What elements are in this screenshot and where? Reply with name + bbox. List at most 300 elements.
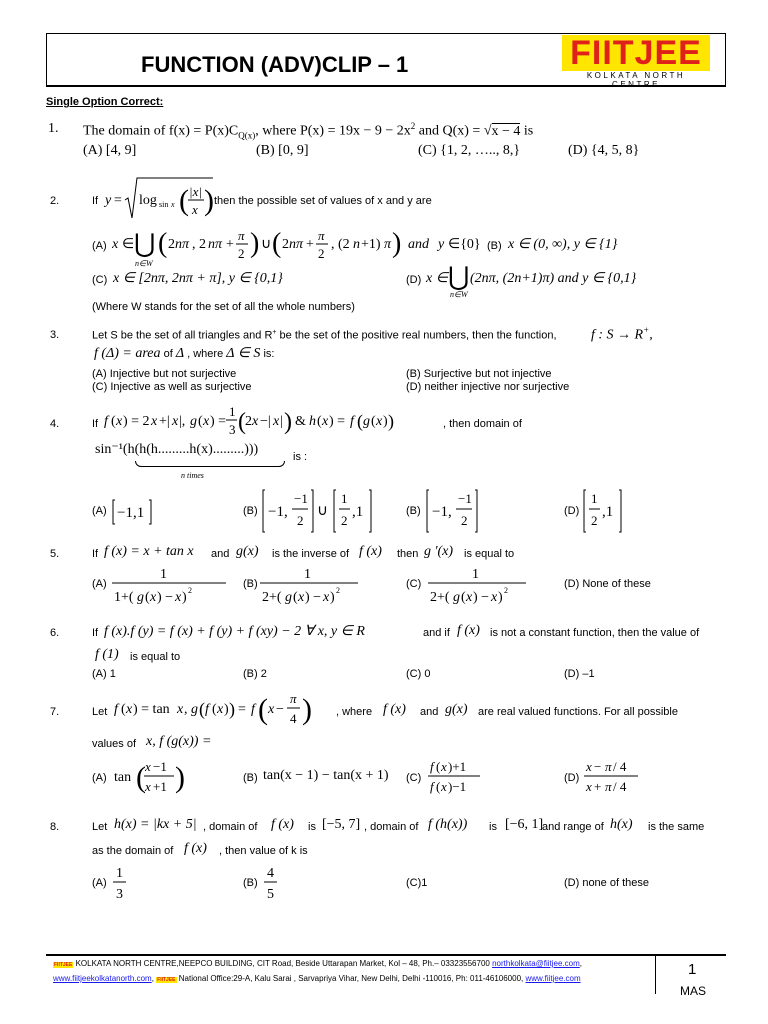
svg-text:x: x [116, 414, 123, 429]
svg-text:2: 2 [318, 246, 325, 261]
q7-and: and [420, 706, 439, 718]
logo-text: FIITJEE [562, 35, 710, 71]
svg-text:x: x [586, 779, 592, 794]
q5-expr3: f (x) [359, 544, 382, 559]
q4-line2 [95, 441, 259, 480]
svg-text:/ 4: / 4 [613, 779, 627, 794]
q3-option-c[interactable]: (C) Injective as well as surjective [92, 381, 252, 393]
svg-text:π: π [238, 228, 245, 243]
q2-option-c-label[interactable]: (C) [92, 274, 108, 286]
svg-text:(: ( [145, 590, 150, 605]
q1-expr-sub: Q(x) [238, 130, 256, 141]
svg-text:x: x [252, 414, 259, 429]
q7-let: Let [92, 706, 108, 718]
svg-text:x: x [177, 702, 184, 717]
q1-option-d[interactable]: (D) {4, 5, 8} [568, 143, 640, 158]
svg-text:) =: ) = [329, 414, 346, 429]
q4-expr [104, 403, 444, 446]
svg-text:f: f [205, 702, 209, 717]
svg-text:x: x [112, 237, 119, 252]
q2-option-a-label[interactable]: (A) [92, 240, 107, 252]
svg-text:/ 4: / 4 [613, 759, 627, 774]
q7-a-math [112, 756, 192, 800]
q2-expr [103, 174, 213, 222]
svg-text:g: g [363, 414, 370, 429]
q4-b-math [262, 488, 380, 534]
svg-text:(: ( [258, 693, 268, 726]
q7-option-c-label[interactable]: (C) [406, 772, 422, 784]
svg-text:2: 2 [188, 586, 192, 595]
svg-text:f: f [114, 702, 118, 717]
q1-option-c[interactable]: (C) {1, 2, ….., 8,} [418, 143, 521, 158]
svg-text:∈: ∈ [122, 237, 135, 252]
q1-number: 1. [48, 121, 59, 136]
svg-text:|: | [280, 414, 283, 429]
q2-option-b-label[interactable]: (B) [487, 240, 502, 252]
q6-option-b[interactable]: (B) 2 [243, 668, 267, 680]
q8-t1: , domain of [203, 821, 258, 833]
q4-n-times: n times [181, 471, 204, 480]
q5-and: and [211, 548, 230, 560]
q1-stem [83, 121, 533, 140]
svg-text:−: − [594, 759, 602, 774]
svg-text:,: , [184, 702, 188, 717]
svg-text:): ) [250, 228, 260, 259]
q8-line2-expr: f (x) [184, 841, 207, 856]
q2-note: (Where W stands for the set of all the whole numbers) [92, 301, 355, 313]
footer-address: KOLKATA NORTH CENTRE,NEEPCO BUILDING, CIT Road, Beside Uttarapan Market, Kol – 48, Ph.– 03323556700 [75, 959, 490, 968]
svg-text:x: x [491, 590, 498, 605]
q4-option-a-label[interactable]: (A) [92, 505, 107, 517]
q3-map-text: f : S → R [591, 327, 644, 343]
q8-number: 8. [50, 821, 60, 833]
q3-sup: + [272, 329, 277, 336]
svg-text:1: 1 [116, 866, 123, 881]
q5-expr4: g '(x) [424, 544, 454, 559]
q5-option-c-expr [426, 564, 536, 611]
svg-text:1: 1 [472, 567, 479, 582]
q8-line2-tail: , then value of k is [219, 845, 308, 857]
q7-option-c-expr [426, 756, 486, 803]
q7-expr3: g(x) [445, 702, 468, 717]
q7-math [114, 688, 336, 732]
q7-tail: are real valued functions. For all possible [478, 706, 678, 718]
q2-number: 2. [50, 195, 60, 207]
q1-option-a[interactable]: (A) [4, 9] [83, 143, 137, 158]
q6-mid: and if [423, 627, 450, 639]
section-title: Single Option Correct: [46, 96, 164, 108]
svg-text:x: x [586, 759, 592, 774]
sqrt-icon: √ [483, 123, 492, 139]
svg-text:, 2: , 2 [192, 237, 206, 252]
q2-d-x: x ∈ [426, 271, 448, 286]
svg-text:x: x [441, 759, 447, 774]
q8-option-b-label[interactable]: (B) [243, 877, 258, 889]
svg-text:(: ( [212, 702, 217, 717]
q6-tail: is not a constant function, then the value of [490, 627, 700, 639]
svg-text:x: x [145, 759, 151, 774]
q3-option-a[interactable]: (A) Injective but not surjective [92, 368, 237, 380]
q1-and: and [415, 123, 443, 139]
svg-text:g: g [453, 590, 460, 605]
svg-text:(: ( [199, 699, 205, 719]
q8-option-a-label[interactable]: (A) [92, 877, 107, 889]
svg-text:(: ( [371, 414, 376, 429]
svg-text:−1: −1 [294, 491, 308, 506]
svg-text:−1: −1 [458, 491, 472, 506]
q5-option-b-label[interactable]: (B) [243, 578, 258, 590]
union-icon: ⋃ [448, 262, 470, 291]
svg-text:2: 2 [238, 246, 245, 261]
q4-option-d-label[interactable]: (D) [564, 505, 580, 517]
q2-d-index: n∈W [450, 290, 468, 299]
svg-text:(: ( [158, 228, 168, 259]
q7-option-a-label[interactable]: (A) [92, 772, 107, 784]
q1-expr-q: Q(x) = [442, 123, 484, 139]
svg-text:x: x [298, 590, 305, 605]
svg-text:1: 1 [591, 491, 598, 506]
svg-text:(: ( [436, 759, 441, 774]
q3-where: , where [187, 348, 227, 360]
svg-text:2: 2 [341, 513, 348, 528]
svg-text:x: x [126, 702, 133, 717]
svg-text:y: y [105, 193, 112, 208]
svg-text:π: π [290, 691, 297, 706]
q8-option-d[interactable]: (D) none of these [564, 877, 649, 889]
q6-if: If [92, 627, 99, 639]
svg-text:2: 2 [591, 513, 598, 528]
q2-option-d-expr [426, 262, 666, 302]
q4-line2-tail: is : [293, 451, 308, 463]
svg-text:(: ( [198, 414, 203, 429]
footer-rule [46, 954, 726, 956]
svg-text:f: f [350, 414, 354, 429]
svg-text:): ) [224, 702, 229, 717]
q4-option-a-expr [112, 498, 156, 529]
q7-number: 7. [50, 706, 60, 718]
q5-option-a-label[interactable]: (A) [92, 578, 107, 590]
svg-text:4: 4 [290, 711, 297, 726]
svg-text:n: n [353, 237, 360, 252]
svg-text:=: = [114, 193, 122, 208]
svg-text:g: g [137, 590, 144, 605]
svg-text:x: x [322, 414, 329, 429]
svg-text:g: g [190, 414, 197, 429]
svg-text:f: f [430, 779, 434, 794]
svg-text:) −: ) − [305, 590, 322, 605]
svg-text:x: x [151, 414, 158, 429]
svg-text:1: 1 [341, 491, 348, 506]
q2-stem-tail: then the possible set of values of x and y are [214, 195, 432, 207]
footer-website-link[interactable]: www.fiitjeekolkatanorth.com [53, 974, 152, 983]
q7-c-math [426, 756, 486, 800]
svg-text:nπ: nπ [208, 237, 223, 252]
q7-option-a-expr [112, 756, 192, 803]
svg-text:−: − [276, 702, 284, 717]
footer-email[interactable]: northkolkata@fiitjee.com [492, 959, 580, 968]
svg-text:π: π [605, 779, 612, 794]
svg-text:π: π [318, 228, 325, 243]
svg-text:(: ( [317, 414, 322, 429]
q5-then: then [397, 548, 419, 560]
svg-text:f: f [251, 702, 255, 717]
svg-text:log: log [139, 193, 157, 208]
q3-line1-text: Let S be the set of all triangles and R [92, 329, 273, 342]
q1-expr-p: P(x) = 19x − 9 − 2x [299, 123, 411, 139]
svg-text:2: 2 [168, 237, 175, 252]
svg-text:(: ( [121, 702, 126, 717]
svg-text:|x|: |x| [189, 184, 202, 199]
svg-text:=: = [238, 702, 246, 717]
q7-option-d-label[interactable]: (D) [564, 772, 580, 784]
svg-text:2: 2 [282, 237, 289, 252]
q3-number: 3. [50, 329, 60, 341]
q5-if: If [92, 548, 99, 560]
svg-text:2: 2 [245, 414, 252, 429]
q3-of: of [163, 348, 176, 360]
svg-text:1: 1 [304, 567, 311, 582]
footer-brand-2: FIITJEE [157, 977, 176, 983]
svg-text:2: 2 [461, 513, 468, 528]
svg-text:and: and [408, 237, 429, 252]
svg-text:(: ( [272, 228, 282, 259]
svg-text:): ) [388, 411, 394, 431]
q7-line2: values of [92, 738, 137, 750]
q5-c-math [426, 564, 536, 608]
q5-option-a-expr [110, 564, 230, 611]
q8-t3: , domain of [364, 821, 419, 833]
q6-option-a[interactable]: (A) 1 [92, 668, 116, 680]
footer-line2: www.fiitjeekolkatanorth.com, FIITJEE National Office:29-A, Kalu Sarai , Sarvapriya Vihar, New Delhi, Delhi -110016, Ph: 011-46106000, www.fiitjee.com [53, 974, 581, 983]
q3-line1 [92, 329, 557, 342]
q2-if: If [92, 195, 99, 207]
q7-expr2: f (x) [383, 702, 406, 717]
svg-text:x: x [175, 590, 182, 605]
q6-line2-tail: is equal to [130, 651, 181, 663]
svg-text:x: x [268, 702, 275, 717]
svg-text:x: x [203, 414, 210, 429]
svg-text:x: x [323, 590, 330, 605]
q3-map-sup: + [643, 325, 650, 335]
svg-text:x: x [441, 779, 447, 794]
svg-text:|,: |, [179, 414, 186, 429]
svg-text:−1,1: −1,1 [117, 505, 145, 521]
q6-expr: f (x).f (y) = f (x) + f (y) + f (xy) − 2 ∀ x, y ∈ R [104, 624, 365, 639]
q6-number: 6. [50, 627, 60, 639]
svg-text:+|: +| [159, 414, 170, 429]
q7-line2-expr: x, f (g(x)) = [146, 734, 212, 749]
svg-text:): ) [204, 184, 213, 217]
q8-let: Let [92, 821, 108, 833]
svg-text:): ) [284, 409, 292, 435]
q5-expr1: f (x) = x + tan x [104, 544, 194, 559]
svg-text:(: ( [179, 184, 189, 217]
svg-text:x: x [150, 590, 157, 605]
svg-text:+: + [226, 237, 234, 252]
svg-text:) −: ) − [157, 590, 174, 605]
svg-text:+1): +1) [361, 237, 381, 252]
q3-line2 [94, 345, 274, 362]
svg-text:f: f [104, 414, 108, 429]
svg-text:+: + [306, 237, 314, 252]
svg-text:π: π [384, 237, 392, 252]
svg-text:,1: ,1 [602, 504, 614, 520]
q4-underbrace [135, 461, 285, 467]
q8-a-math [111, 862, 131, 902]
svg-text:)+1: )+1 [448, 759, 467, 774]
q6-option-d[interactable]: (D) –1 [564, 668, 595, 680]
svg-text:&: & [295, 414, 306, 429]
q3-delta-in-s: Δ ∈ S [226, 346, 261, 361]
q3-area-expr: f (Δ) = area [94, 346, 161, 361]
q3-line1-tail: be the set of the positive real numbers, then the function, [276, 329, 557, 342]
svg-text:) = tan: ) = tan [133, 702, 170, 717]
svg-text:∪: ∪ [261, 237, 272, 252]
page-number: 1 [688, 961, 697, 978]
q8-b-math [262, 862, 282, 902]
q4-d-math [583, 488, 625, 534]
svg-text:) −: ) − [473, 590, 490, 605]
q3-option-b[interactable]: (B) Surjective but not injective [406, 368, 552, 380]
svg-text:π: π [605, 759, 612, 774]
svg-text:−|: −| [260, 414, 271, 429]
q8-option-c[interactable]: (C)1 [406, 877, 428, 889]
q1-mid: , where [255, 123, 300, 139]
svg-text:1: 1 [160, 567, 167, 582]
svg-text:(: ( [293, 590, 298, 605]
q2-sqrt-log-expr [103, 174, 213, 222]
q4-stem-tail: , then domain of [443, 418, 522, 430]
svg-text:(: ( [461, 590, 466, 605]
fiitjee-logo [560, 34, 712, 89]
q8-expr3: [−5, 7] [322, 817, 361, 832]
svg-text:2+(: 2+( [262, 590, 282, 605]
svg-text:∪: ∪ [317, 503, 328, 519]
svg-text:nπ: nπ [289, 237, 304, 252]
svg-text:2: 2 [336, 586, 340, 595]
footer-website-link-2[interactable]: www.fiitjee.com [525, 974, 581, 983]
svg-text:(: ( [238, 409, 246, 435]
svg-text:x: x [172, 414, 179, 429]
svg-text:3: 3 [229, 422, 236, 437]
svg-text:n∈W: n∈W [135, 259, 153, 268]
svg-text:2: 2 [504, 586, 508, 595]
q8-expr4: f (h(x)) [428, 817, 468, 832]
svg-text:x: x [376, 414, 383, 429]
q8-option-b-expr [262, 862, 282, 905]
q2-d-tail: (2nπ, (2n+1)π) and y ∈ {0,1} [470, 271, 637, 286]
svg-text:x: x [145, 779, 151, 794]
q4-option-d-expr [583, 488, 625, 537]
svg-text:4: 4 [267, 866, 274, 881]
q8-expr6: h(x) [610, 817, 633, 832]
svg-text:x: x [217, 702, 224, 717]
svg-text:h: h [309, 414, 316, 429]
q7-option-b-expr: tan(x − 1) − tan(x + 1) [263, 768, 389, 783]
footer-national-office: National Office:29-A, Kalu Sarai , Sarvapriya Vihar, New Delhi, Delhi -110016, Ph: 011-46106000, [178, 974, 524, 983]
q8-t2: is [308, 821, 316, 833]
q6-expr2: f (x) [457, 623, 480, 638]
q3-option-d[interactable]: (D) neither injective nor surjective [406, 381, 570, 393]
svg-text:(: ( [136, 761, 146, 794]
svg-text:f: f [430, 759, 434, 774]
svg-text:x: x [171, 200, 175, 209]
svg-text:1: 1 [229, 404, 236, 419]
svg-text:⋃: ⋃ [134, 229, 156, 258]
q5-option-d[interactable]: (D) None of these [564, 578, 651, 590]
q4-if: If [92, 418, 99, 430]
q5-option-c-label[interactable]: (C) [406, 578, 422, 590]
q5-option-b-expr [258, 564, 368, 611]
svg-text:(: ( [357, 411, 363, 431]
logo-subtext: KOLKATA NORTH CENTRE [586, 71, 686, 89]
svg-text:−1: −1 [153, 759, 167, 774]
q2-option-d-label[interactable]: (D) [406, 274, 422, 286]
svg-text:−1,: −1, [432, 504, 452, 520]
q3-is: is: [263, 348, 275, 360]
q4-c-math [426, 488, 484, 534]
q1-prefix: The domain of [83, 123, 169, 139]
svg-text:): ) [330, 590, 335, 605]
q5-number: 5. [50, 548, 60, 560]
q4-number: 4. [50, 418, 60, 430]
q8-t5: and range of [542, 821, 604, 833]
q8-expr2: f (x) [271, 817, 294, 832]
q3-delta: Δ [175, 346, 185, 361]
q7-option-d-expr [582, 756, 644, 803]
svg-text:): ) [498, 590, 503, 605]
svg-text:1+(: 1+( [114, 590, 134, 605]
q5-expr2: g(x) [236, 544, 259, 559]
q4-option-b-label[interactable]: (B) [243, 505, 258, 517]
q1-option-b[interactable]: (B) [0, 9] [256, 143, 309, 158]
svg-text:): ) [383, 414, 388, 429]
svg-text:(: ( [436, 779, 441, 794]
q1-tail: is [520, 123, 534, 139]
q2-option-c-expr: x ∈ [2nπ, 2nπ + π], y ∈ {0,1} [113, 271, 283, 286]
svg-text:+: + [594, 779, 602, 794]
svg-text:): ) [175, 761, 185, 794]
svg-text:2: 2 [297, 513, 304, 528]
svg-text:) =: ) = [210, 414, 227, 429]
q7-mid: , where [336, 706, 373, 718]
q7-option-b-label[interactable]: (B) [243, 772, 258, 784]
q8-t4: is [489, 821, 497, 833]
q8-t6: is the same [648, 821, 705, 833]
q8-line2: as the domain of [92, 845, 174, 857]
svg-text:5: 5 [267, 887, 274, 902]
svg-text:x: x [273, 414, 280, 429]
svg-text:sin: sin [159, 200, 169, 209]
q5-a-math [110, 564, 230, 608]
q8-expr1: h(x) = |kx + 5| [114, 817, 197, 832]
q6-option-c[interactable]: (C) 0 [406, 668, 431, 680]
q7-d-math [582, 756, 644, 800]
footer-right-divider [655, 956, 656, 994]
svg-text:tan: tan [114, 770, 132, 785]
svg-text:+1: +1 [153, 779, 167, 794]
q4-math [104, 403, 444, 443]
q4-option-b-expr [262, 488, 380, 537]
q5-mid: is the inverse of [272, 548, 350, 560]
svg-text:): ) [302, 693, 312, 726]
svg-text:, (2: , (2 [331, 237, 350, 252]
svg-text:(: ( [111, 414, 116, 429]
svg-text:nπ: nπ [175, 237, 190, 252]
q4-option-c-label[interactable]: (B) [406, 505, 421, 517]
page-title: FUNCTION (ADV)CLIP – 1 [141, 52, 409, 77]
svg-text:) = 2: ) = 2 [123, 414, 150, 429]
